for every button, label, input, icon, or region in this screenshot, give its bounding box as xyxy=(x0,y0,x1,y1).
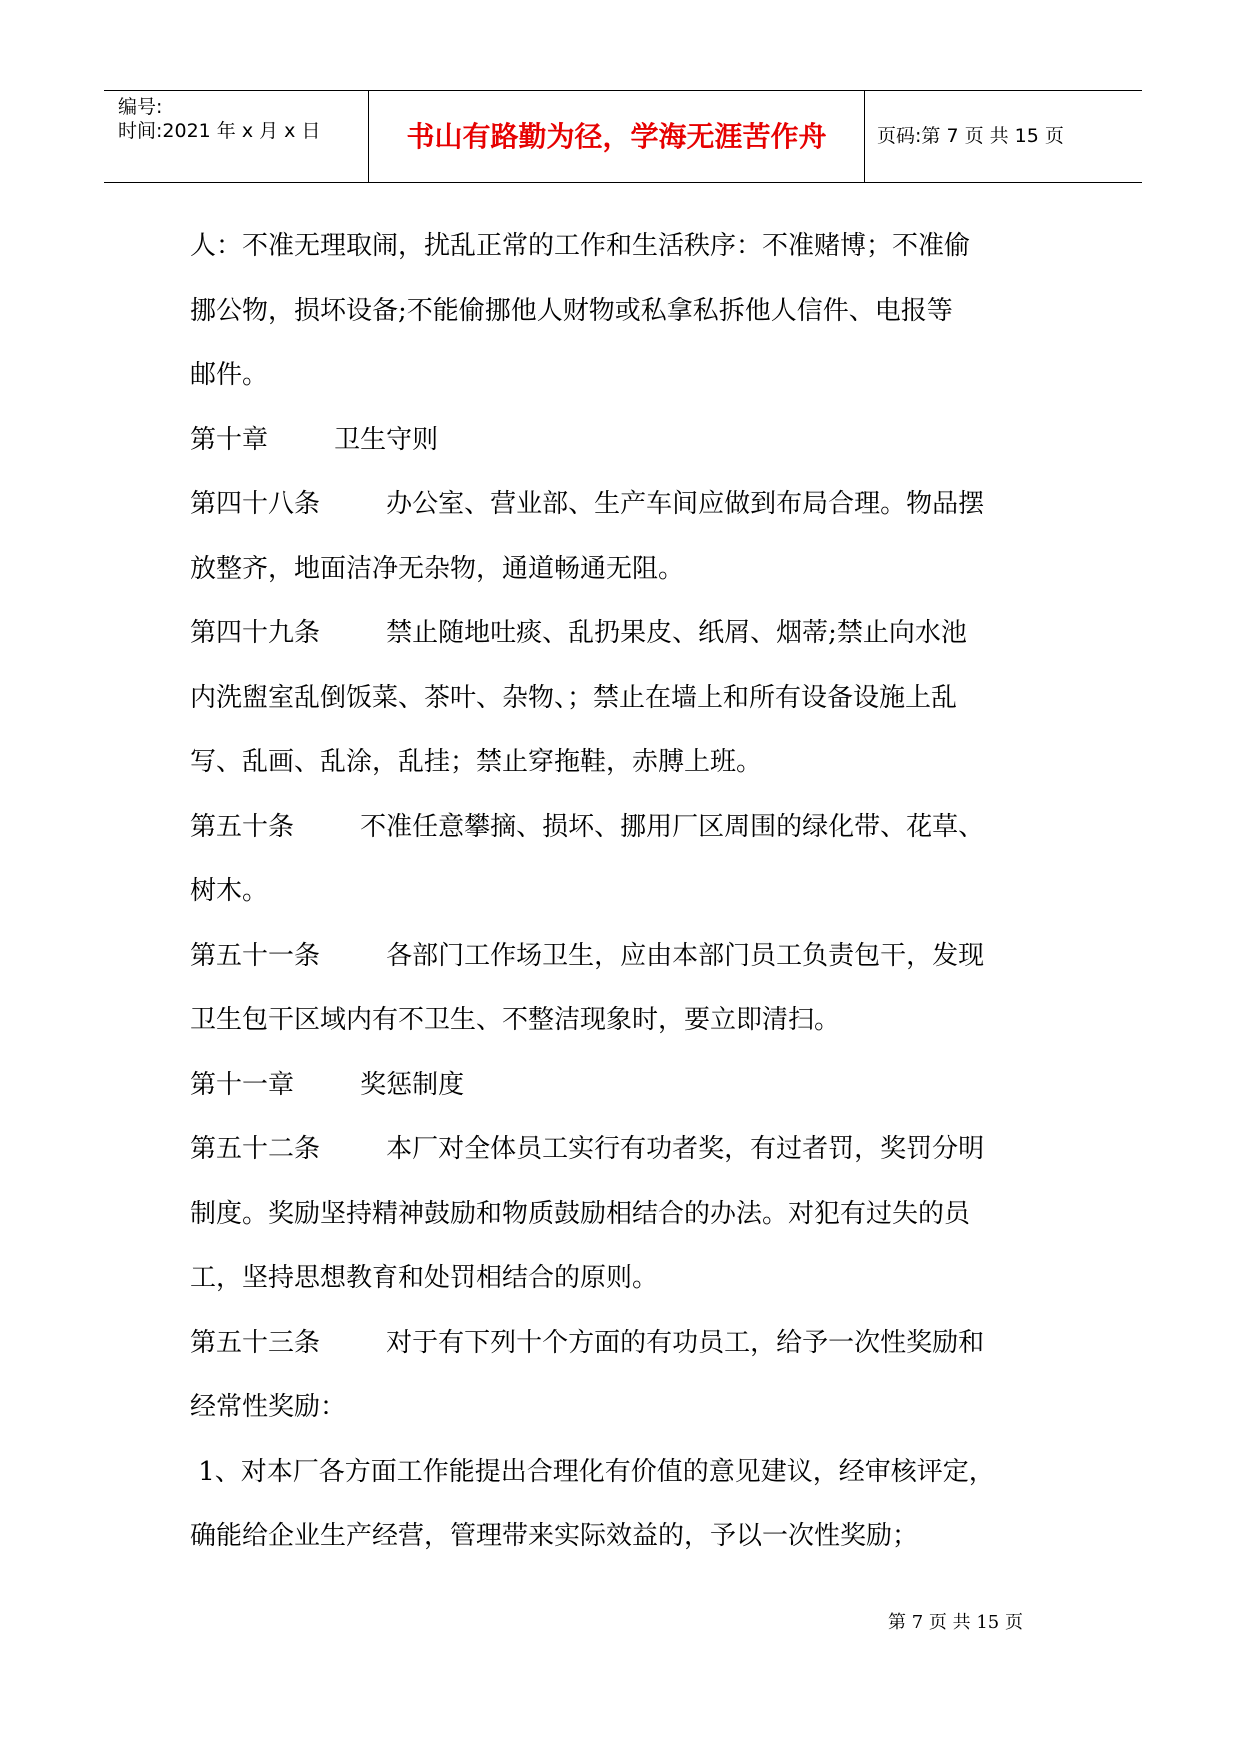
document-body xyxy=(190,214,1070,1569)
body-line: 确能给企业生产经营，管理带来实际效益的，予以一次性奖励； xyxy=(190,1521,919,1551)
body-line: 放整齐，地面洁净无杂物，通道畅通无阻。 xyxy=(190,553,685,584)
body-line: 写、乱画、乱涂，乱挂；禁止穿拖鞋，赤膊上班。 xyxy=(190,747,763,777)
document-time-label: 时间:2021 年 x 月 x 日 xyxy=(118,120,321,142)
body-line: 人：不准无理取闹，扰乱正常的工作和生活秩序：不准赌博；不准偷 xyxy=(190,231,971,261)
chapter-heading: 第十章 卫生守则 xyxy=(190,424,439,455)
body-line: 挪公物，损坏设备;不能偷挪他人财物或私拿私拆他人信件、电报等 xyxy=(190,295,953,326)
body-line: 制度。奖励坚持精神鼓励和物质鼓励相结合的办法。对犯有过失的员 xyxy=(190,1198,971,1229)
article-line: 第四十八条 办公室、营业部、生产车间应做到布局合理。物品摆 xyxy=(190,489,985,519)
article-line: 第五十条 不准任意攀摘、损坏、挪用厂区周围的绿化带、花草、 xyxy=(190,811,985,842)
body-line: 邮件。 xyxy=(190,360,269,390)
page-header xyxy=(104,90,1142,183)
page-footer: 第 7 页 共 15 页 xyxy=(888,1612,1023,1633)
body-line: 树木。 xyxy=(190,876,269,906)
document-number-label: 编号: xyxy=(118,96,163,118)
body-line: 卫生包干区域内有不卫生、不整洁现象时，要立即清扫。 xyxy=(190,1005,841,1035)
header-motto: 书山有路勤为径，学海无涯苦作舟 xyxy=(369,91,865,182)
article-line: 第五十三条 对于有下列十个方面的有功员工，给予一次性奖励和 xyxy=(190,1327,985,1358)
body-line: 经常性奖励： xyxy=(190,1392,347,1422)
body-line: 内洗盥室乱倒饭菜、茶叶、杂物、；禁止在墙上和所有设备设施上乱 xyxy=(190,682,958,713)
header-meta-cell xyxy=(104,91,369,182)
list-item: 1、对本厂各方面工作能提出合理化有价值的意见建议，经审核评定， xyxy=(190,1456,995,1487)
header-page-info: 页码:第 7 页 共 15 页 xyxy=(877,125,1064,147)
chapter-heading: 第十一章 奖惩制度 xyxy=(190,1069,465,1100)
article-line: 第五十一条 各部门工作场卫生，应由本部门员工负责包干，发现 xyxy=(190,940,985,971)
body-line: 工，坚持思想教育和处罚相结合的原则。 xyxy=(190,1263,659,1293)
article-line: 第五十二条 本厂对全体员工实行有功者奖，有过者罚，奖罚分明 xyxy=(190,1134,985,1164)
article-line: 第四十九条 禁止随地吐痰、乱扔果皮、纸屑、烟蒂;禁止向水池 xyxy=(190,618,967,648)
